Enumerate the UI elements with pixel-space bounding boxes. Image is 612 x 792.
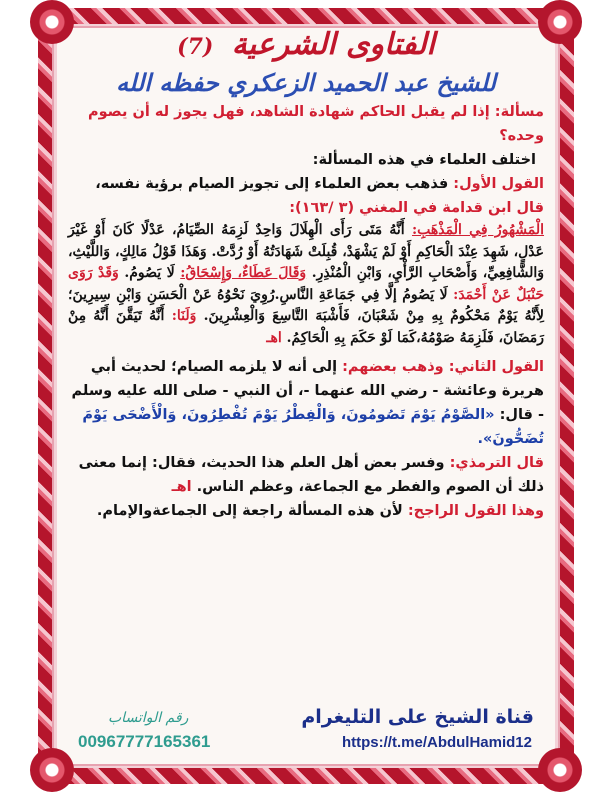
whatsapp-label: رقم الواتساب	[108, 710, 189, 726]
ibn-qudama-citation: قال ابن قدامة في المغني (٣ /١٦٣):	[289, 200, 544, 216]
tirmidhi-label: قال الترمذي:	[449, 455, 544, 471]
hadith-text: «الصَّوْمُ يَوْمَ تَصُومُونَ، وَالْفِطْرُ يَوْمَ تُفْطِرُونَ، وَالْأَضْحَى يَوْمَ تُضَحُّونَ».	[82, 407, 544, 447]
quote-end-mark: اهـ	[266, 329, 282, 346]
corner-ornament-top-right	[538, 0, 582, 44]
second-opinion	[68, 355, 544, 451]
quote-hanbal: وَقَدْ رَوَى حَنْبَلٌ عَنْ أَحْمَدَ:	[68, 265, 544, 303]
first-opinion	[68, 172, 544, 196]
intro-text: اختلف العلماء في هذه المسألة:	[312, 152, 536, 168]
fatwa-title: الفتاوى الشرعية	[231, 27, 435, 62]
fatwa-content	[68, 26, 544, 523]
first-opinion-text: فذهب بعض العلماء إلى تجويز الصيام برؤية نفسه،	[95, 176, 449, 192]
fatwa-number: (7)	[177, 34, 214, 60]
second-opinion-text: إلى أنه لا يلزمه الصيام؛ لحديث أبي هريرة وعائشة - رضي الله عنهما -، أن النبي - صلى الله عليه وسلم - قال:	[71, 359, 544, 423]
first-opinion-label: القول الأول:	[453, 176, 544, 192]
tirmidhi-text: وفسر بعض أهل العلم هذا الحديث، فقال: إنما معنى ذلك أن الصوم والفطر مع الجماعة، وعظم الناس.	[78, 455, 544, 495]
preferred-opinion	[68, 499, 544, 523]
preferred-text: لأن هذه المسألة راجعة إلى الجماعةوالإمام.	[96, 503, 403, 519]
quote-body: أَنَّهُ مَتَى رَأَى الْهِلَالَ وَاحِدٌ لَزِمَهُ الصِّيَامُ، عَدْلًا كَانَ أَوْ غَيْرَ عَدْلٍ، شَهِدَ عِنْدَ الْحَاكِمِ أَوْ لَمْ يَشْهَدْ، قُبِلَتْ شَهَادَتُهُ أَوْ رُدَّتْ. وَهَذَا قَوْلُ مَالِكٍ، وَاللَّيْثِ، وَالشَّافِعِيِّ، وَأَصْحَابِ الرَّأْيِ، وَابْنِ الْمُنْذِرِ.	[68, 222, 545, 281]
tirmidhi-end-mark: اهـ	[171, 479, 192, 495]
quote-our-view: أَنَّهُ تَيَقَّنَ أَنَّهُ مِنْ رَمَضَانَ، فَلَزِمَهُ صَوْمُهُ،كَمَا لَوْ حَكَمَ بِهِ الْحَاكِمُ.	[68, 308, 544, 346]
corner-ornament-bottom-right	[538, 748, 582, 792]
whatsapp-phone[interactable]: 00967777165361	[78, 732, 211, 751]
author-line: للشيخ عبد الحميد الزعكري حفظه الله	[116, 68, 496, 97]
page-title	[68, 26, 544, 66]
quote-ibn-qudama	[68, 220, 544, 349]
telegram-channel-label: قناة الشيخ على التليغرام	[301, 706, 534, 728]
quote-ata-ishaq: وَقَالَ عَطَاءٌ، وَإِسْحَاقُ:	[180, 265, 307, 281]
question-text: إذا لم يقبل الحاكم شهادة الشاهد، فهل يجوز له أن يصوم وحده؟	[87, 104, 544, 144]
quote-our-view-label: وَلَنَا:	[171, 308, 197, 324]
question-label: مسألة:	[494, 104, 544, 120]
telegram-link[interactable]: https://t.me/AbdulHamid12	[341, 734, 532, 751]
quote-not-fast: لَا يَصُومُ.	[124, 265, 175, 281]
question	[68, 100, 544, 148]
tirmidhi-comment	[68, 451, 544, 499]
footer	[68, 706, 544, 762]
preferred-label: وهذا القول الراجح:	[407, 503, 544, 519]
second-opinion-label: القول الثاني: وذهب بعضهم:	[342, 359, 544, 375]
quote-lead: الْمَشْهُورُ فِي الْمَذْهَبِ:	[412, 222, 545, 238]
quote-body-end: لَا يَصُومُ إلَّا فِي جَمَاعَةِ النَّاسِ.رُوِيَ نَحْوُهُ عَنْ الْحَسَنِ وَابْنِ سِيرِينَ؛ لِأَنَّهُ يَوْمٌ مَحْكُومٌ بِهِ مِنْ شَعْبَانَ، فَأَشْبَهَ التَّاسِعَ وَالْعِشْرِينَ.	[68, 286, 545, 324]
